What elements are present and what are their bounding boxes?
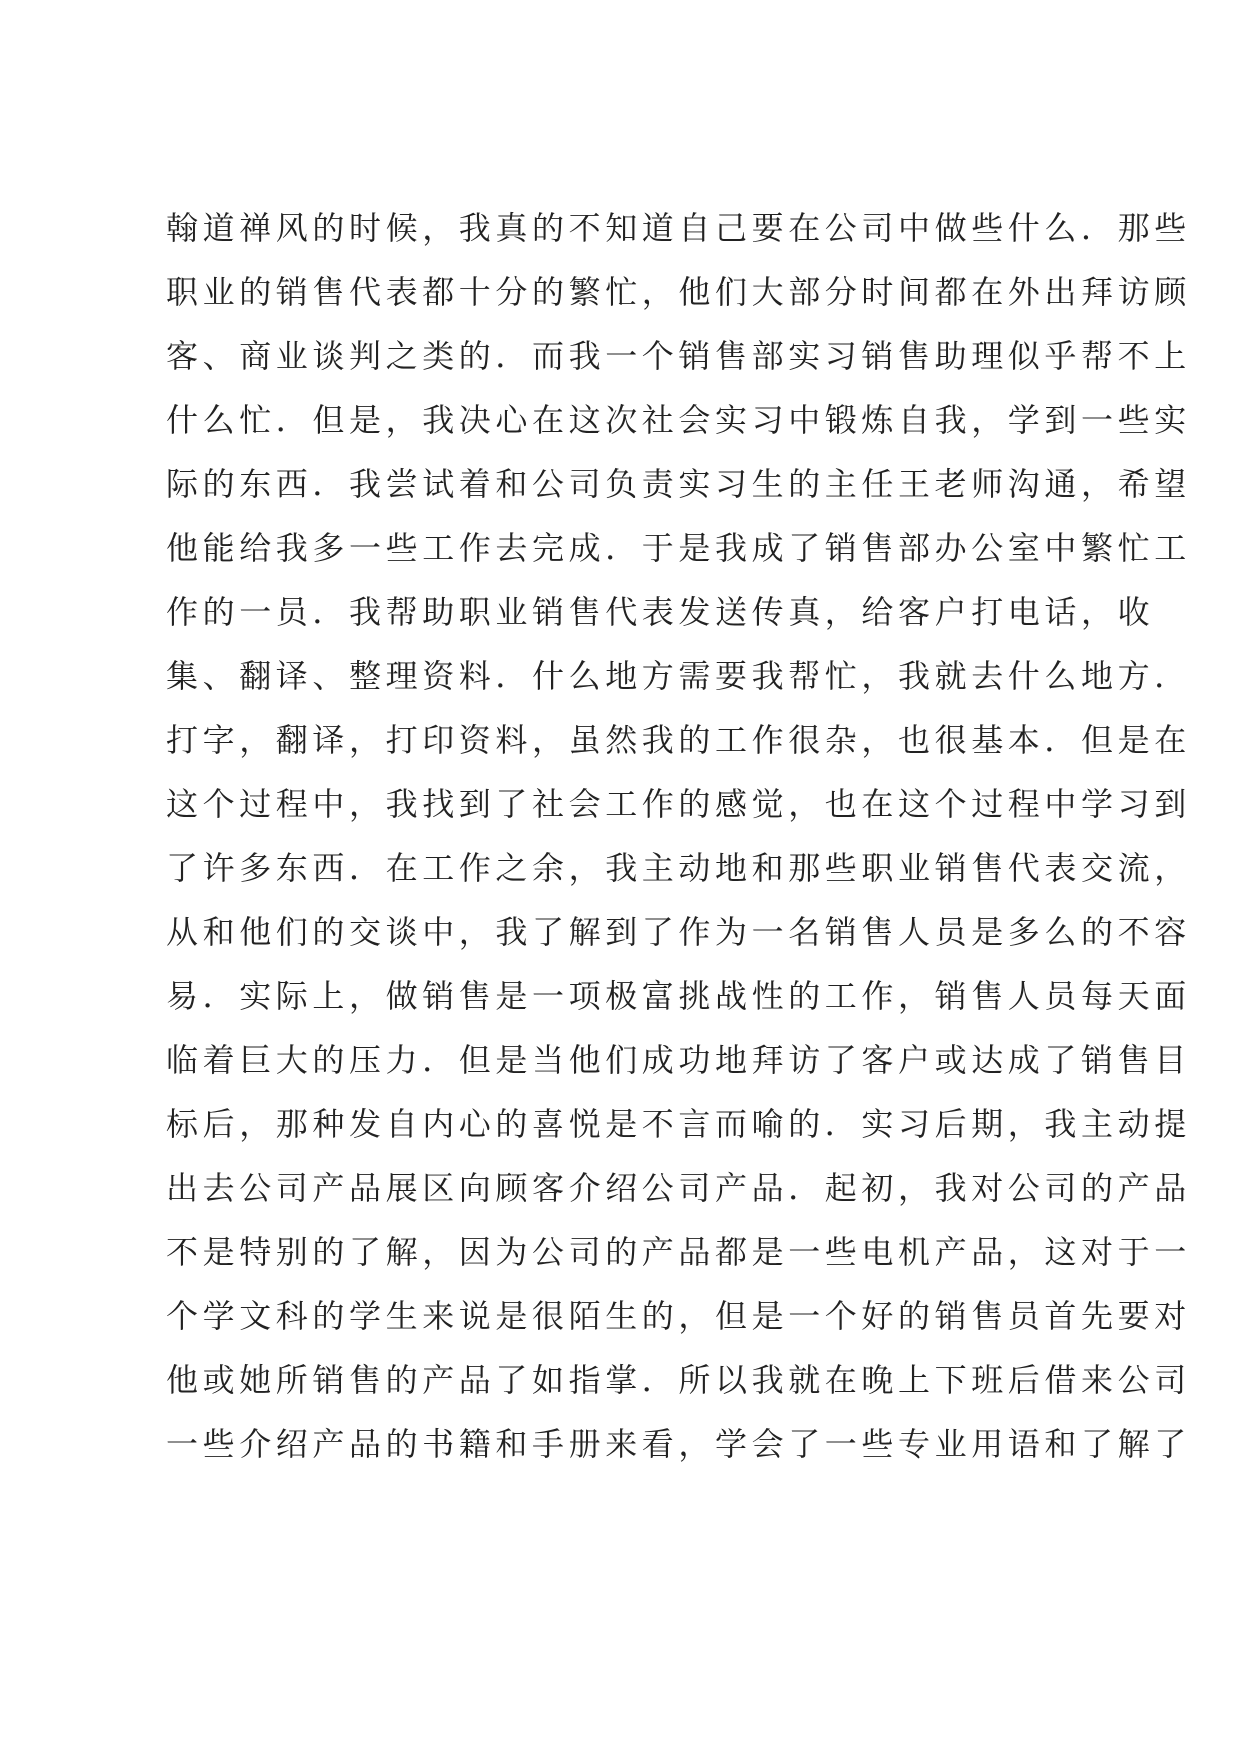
text-line: 职业的销售代表都十分的繁忙，他们大部分时间都在外出拜访顾	[166, 273, 1191, 311]
body-text	[166, 196, 1191, 1476]
text-line: 了许多东西．在工作之余，我主动地和那些职业销售代表交流，	[166, 849, 1191, 887]
text-line: 个学文科的学生来说是很陌生的，但是一个好的销售员首先要对	[166, 1297, 1191, 1335]
text-line: 他或她所销售的产品了如指掌．所以我就在晚上下班后借来公司	[166, 1361, 1191, 1399]
text-line: 易．实际上，做销售是一项极富挑战性的工作，销售人员每天面	[166, 977, 1191, 1015]
text-line: 临着巨大的压力．但是当他们成功地拜访了客户或达成了销售目	[166, 1041, 1191, 1079]
text-line: 从和他们的交谈中，我了解到了作为一名销售人员是多么的不容	[166, 913, 1191, 951]
text-line: 这个过程中，我找到了社会工作的感觉，也在这个过程中学习到	[166, 785, 1191, 823]
text-line: 不是特别的了解，因为公司的产品都是一些电机产品，这对于一	[166, 1233, 1191, 1271]
text-line: 作的一员．我帮助职业销售代表发送传真，给客户打电话，收	[166, 593, 1155, 631]
text-line: 什么忙．但是，我决心在这次社会实习中锻炼自我，学到一些实	[166, 401, 1191, 439]
text-line: 打字，翻译，打印资料，虽然我的工作很杂，也很基本．但是在	[166, 721, 1191, 759]
text-line: 他能给我多一些工作去完成．于是我成了销售部办公室中繁忙工	[166, 529, 1191, 567]
text-line: 一些介绍产品的书籍和手册来看，学会了一些专业用语和了解了	[166, 1425, 1191, 1463]
text-line: 出去公司产品展区向顾客介绍公司产品．起初，我对公司的产品	[166, 1169, 1191, 1207]
text-line: 标后，那种发自内心的喜悦是不言而喻的．实习后期，我主动提	[166, 1105, 1191, 1143]
text-line: 客、商业谈判之类的．而我一个销售部实习销售助理似乎帮不上	[166, 337, 1191, 375]
text-line: 翰道禅风的时候，我真的不知道自己要在公司中做些什么．那些	[166, 209, 1191, 247]
text-line: 集、翻译、整理资料．什么地方需要我帮忙，我就去什么地方．	[166, 657, 1191, 695]
text-line: 际的东西．我尝试着和公司负责实习生的主任王老师沟通，希望	[166, 465, 1191, 503]
